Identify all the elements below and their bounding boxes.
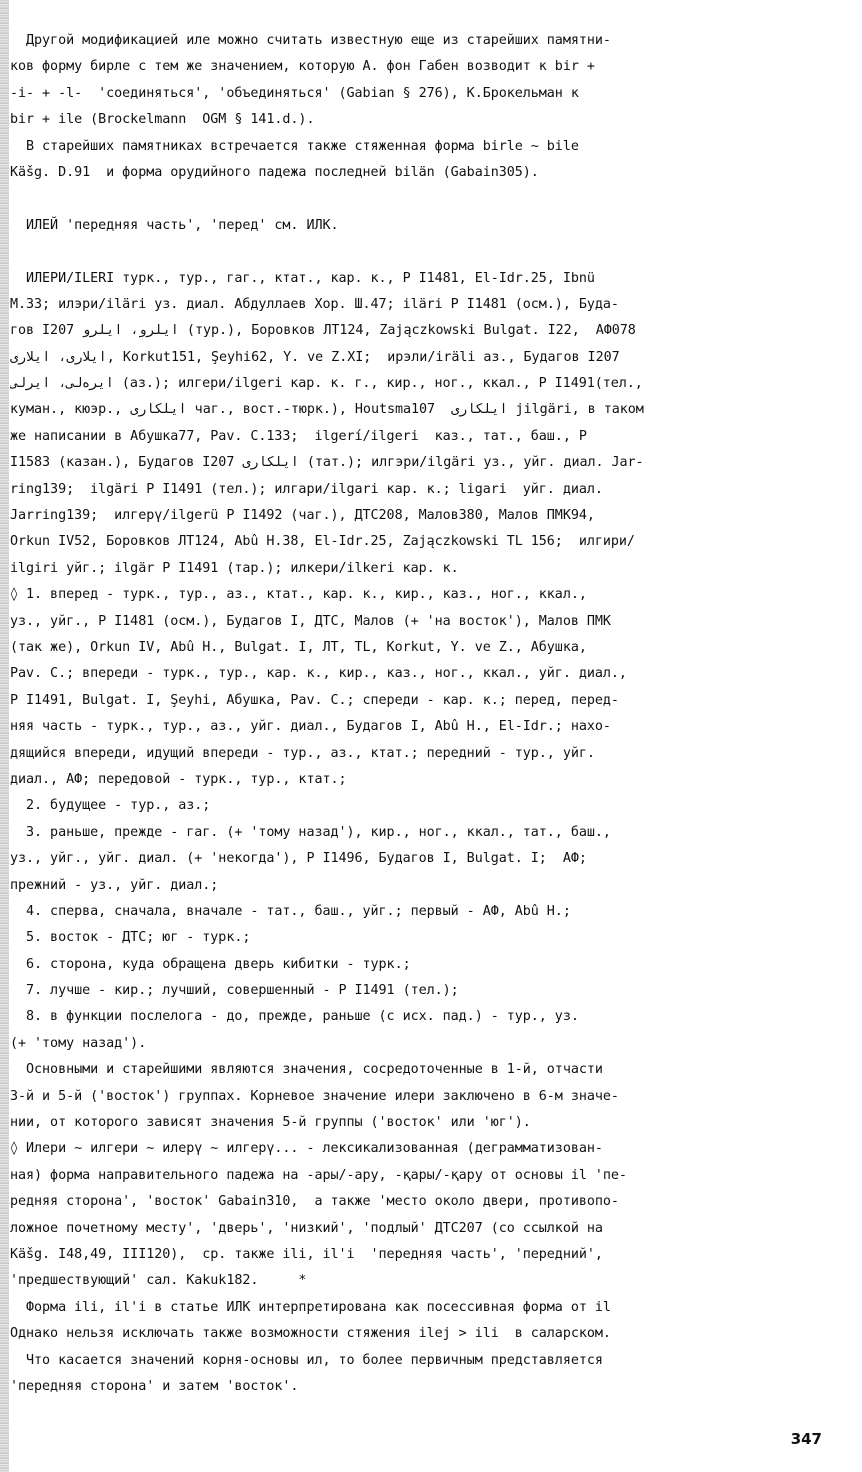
text-line: ложное почетному месту', 'дверь', 'низкий', 'подлый' ДТС207 (со ссылкой на xyxy=(10,1220,603,1236)
text-line: нии, от которого зависят значения 5-й группы ('восток' или 'юг'). xyxy=(10,1115,531,1131)
text-line: же написании в Абушка77, Pav. C.133; ilgerí/ilgeri каз., тат., баш., Р xyxy=(10,428,587,444)
scan-edge-shadow xyxy=(0,0,9,1472)
page-number: 347 xyxy=(790,1430,822,1448)
text-line: ایلاری، ایلاری, Korkut151, Şeyhi62, Y. ve Z.XI; ирэли/iräli аз., Будагов I207 xyxy=(10,349,620,365)
text-line: ایرەلی، ایرلی (аз.); илгери/ilgeri кар. к. г., кир., ног., ккал., Р I1491(тел., xyxy=(10,376,643,392)
text-line: I1583 (казан.), Будагов I207 ایلکاری (тат.); илгэри/ilgäri уз., уйг. диал. Jar- xyxy=(10,455,644,471)
text-line: ИЛЕРИ/ILERI турк., тур., гаг., ктат., кар. к., Р I1481, El-Idr.25, Ibnü xyxy=(10,270,595,286)
text-line: 3-й и 5-й ('восток') группах. Корневое значение илери заключено в 6-м значе- xyxy=(10,1088,619,1104)
text-line: 8. в функции послелога - до, прежде, раньше (с исх. пад.) - тур., уз. xyxy=(10,1009,579,1025)
text-line: Käšg. D.91 и форма орудийного падежа последней bilän (Gabain305). xyxy=(10,164,539,180)
text-line: Однако нельзя исключать также возможности стяжения ilej > ili в саларском. xyxy=(10,1326,611,1342)
text-line: ilgiri уйг.; ilgär Р I1491 (тар.); илкери/ilkeri кар. к. xyxy=(10,560,459,576)
text-line: -i- + -l- 'соединяться', 'объединяться' (Gabian § 276), К.Брокельман к xyxy=(10,85,579,101)
text-line: Pav. C.; впереди - турк., тур., кар. к., кир., каз., ног., ккал., уйг. диал., xyxy=(10,666,627,682)
document-body xyxy=(10,28,852,1400)
text-line: Другой модификацией иле можно считать известную еще из старейших памятни- xyxy=(10,33,611,48)
text-line: (так же), Orkun IV, Abû H., Bulgat. I, ЛТ, TL, Korkut, Y. ve Z., Абушка, xyxy=(10,639,587,655)
text-line: уз., уйг., уйг. диал. (+ 'некогда'), Р I1496, Будагов I, Bulgat. I; АФ; xyxy=(10,851,587,867)
text-line: Jarring139; илгерү/ilgerü Р I1492 (чаг.), ДТС208, Малов380, Малов ПМК94, xyxy=(10,508,595,524)
text-line: ◊ 1. вперед - турк., тур., аз., ктат., кар. к., кир., каз., ног., ккал., xyxy=(10,587,587,603)
text-line: Основными и старейшими являются значения, сосредоточенные в 1-й, отчасти xyxy=(10,1062,603,1078)
text-line: 4. сперва, сначала, вначале - тат., баш., уйг.; первый - АФ, Abû H.; xyxy=(10,903,571,919)
text-line: 3. раньше, прежде - гаг. (+ 'тому назад'), кир., ног., ккал., тат., баш., xyxy=(10,824,611,840)
text-line: 'предшествующий' сал. Kakuk182. * xyxy=(10,1273,307,1289)
text-line: дящийся впереди, идущий впереди - тур., аз., ктат.; передний - тур., уйг. xyxy=(10,745,595,761)
text-line: прежний - уз., уйг. диал.; xyxy=(10,877,219,893)
text-line: В старейших памятниках встречается также стяженная форма birle ~ bile xyxy=(10,138,579,154)
text-line: ИЛЕЙ 'передняя часть', 'перед' см. ИЛК. xyxy=(10,217,339,233)
text-line: ◊ Илери ~ илгери ~ илерү ~ илгерү... - лексикализованная (деграмматизован- xyxy=(10,1141,603,1157)
text-line: Käšg. I48,49, III120), ср. также ili, il'i 'передняя часть', 'передний', xyxy=(10,1246,603,1262)
text-line: ная) форма направительного падежа на -ары/-ару, -қары/-қару от основы il 'пе- xyxy=(10,1167,627,1183)
text-line: ring139; ilgäri Р I1491 (тел.); илгари/ilgari кар. к.; ligari уйг. диал. xyxy=(10,481,603,497)
text-line: Форма ili, il'i в статье ИЛК интерпретирована как посессивная форма от il xyxy=(10,1299,611,1315)
text-line: M.33; илэри/iläri уз. диал. Абдуллаев Хор. Ш.47; iläri Р I1481 (осм.), Буда- xyxy=(10,296,619,312)
text-line: bir + ile (Brockelmann OGM § 141.d.). xyxy=(10,112,315,128)
text-line: няя часть - турк., тур., аз., уйг. диал., Будагов I, Abû H., El-Idr.; нахо- xyxy=(10,719,611,735)
text-line: 7. лучше - кир.; лучший, совершенный - Р I1491 (тел.); xyxy=(10,983,459,999)
text-line: (+ 'тому назад'). xyxy=(10,1035,147,1051)
text-line: диал., АФ; передовой - турк., тур., ктат.; xyxy=(10,771,347,787)
text-line: редняя сторона', 'восток' Gabain310, а также 'место около двери, противопо- xyxy=(10,1194,619,1210)
text-line: 5. восток - ДТС; юг - турк.; xyxy=(10,930,251,946)
text-line: 2. будущее - тур., аз.; xyxy=(10,798,211,814)
text-line: 'передняя сторона' и затем 'восток'. xyxy=(10,1378,299,1394)
text-line: гов I207 ایلرو، ایلرو (тур.), Боровков ЛТ124, Zajączkowski Bulgat. I22, АФ078 xyxy=(10,323,636,339)
text-line: Orkun IV52, Боровков ЛТ124, Abû H.38, El-Idr.25, Zajączkowski TL 156; илгири/ xyxy=(10,534,635,550)
text-line: Р I1491, Bulgat. I, Şeyhi, Абушка, Pav. C.; спереди - кар. к.; перед, перед- xyxy=(10,692,619,708)
text-line: ков форму бирле с тем же значением, которую А. фон Габен возводит к bir + xyxy=(10,59,595,75)
blank-line xyxy=(10,239,852,265)
blank-line xyxy=(10,186,852,212)
text-line: уз., уйг., Р I1481 (осм.), Будагов I, ДТС, Малов (+ 'на восток'), Малов ПМК xyxy=(10,613,611,629)
text-line: Что касается значений корня-основы ил, то более первичным представляется xyxy=(10,1352,603,1368)
text-line: 6. сторона, куда обращена дверь кибитки - турк.; xyxy=(10,956,411,972)
text-line: куман., кюэр., ایلکاری чаг., вост.-тюрк.), Houtsma107 ایلکاری jilgäri, в таком xyxy=(10,402,644,418)
